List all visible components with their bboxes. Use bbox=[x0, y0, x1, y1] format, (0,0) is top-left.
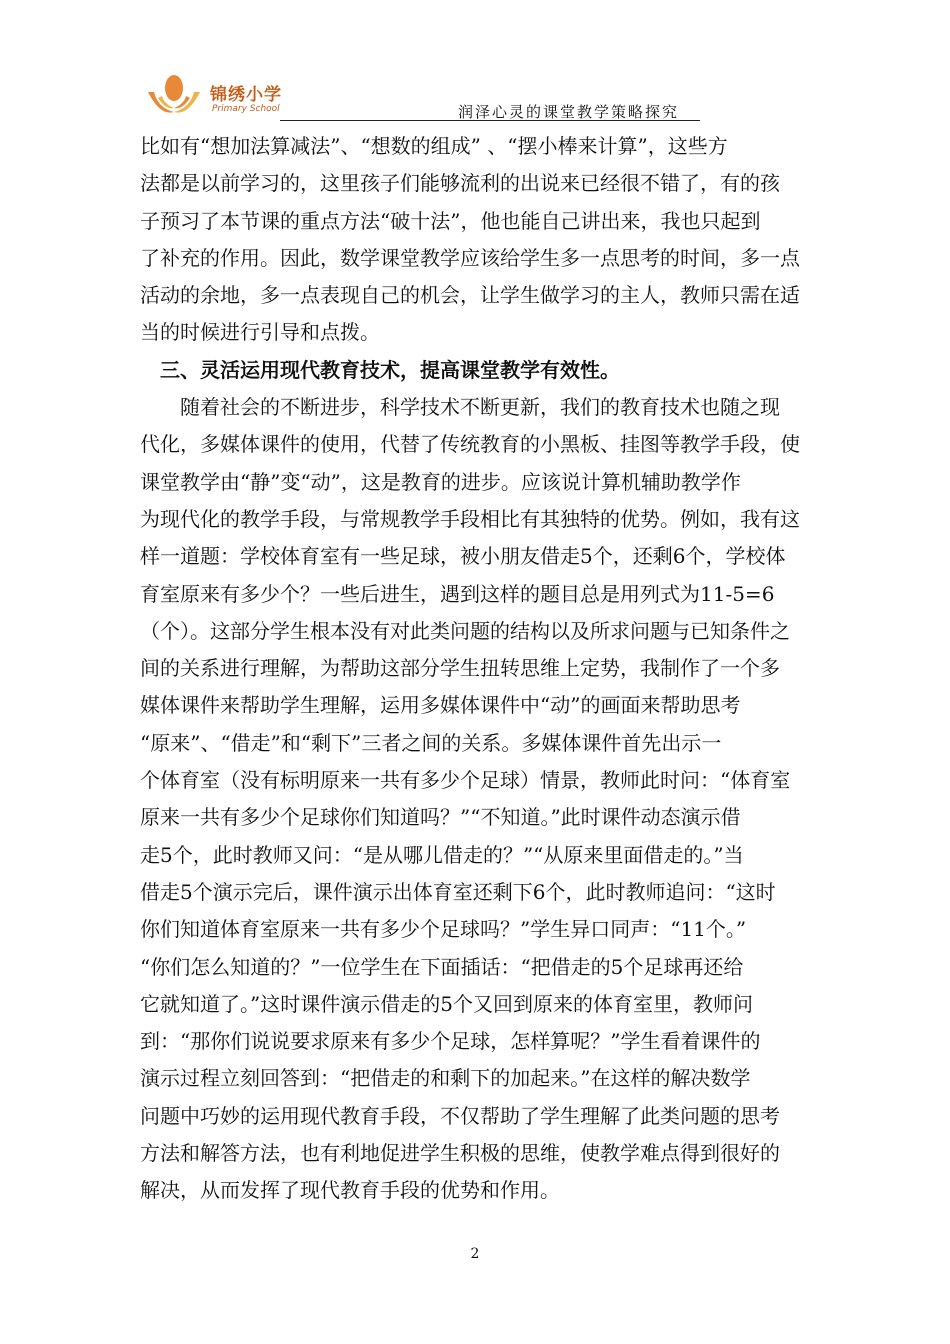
text-line: 随着社会的不断进步，科学技术不断更新，我们的教育技术也随之现 bbox=[140, 395, 780, 420]
page-number: 2 bbox=[470, 1246, 480, 1262]
text-line: （个）。这部分学生根本没有对此类问题的结构以及所求问题与已知条件之 bbox=[140, 618, 790, 643]
text-line: 育室原来有多少个？一些后进生，遇到这样的题目总是用列式为11-5=6 bbox=[140, 581, 775, 606]
text-line: 为现代化的教学手段，与常规教学手段相比有其独特的优势。例如，我有这 bbox=[140, 506, 800, 531]
text-line: 走5个，此时教师又问：“是从哪儿借走的？”“从原来里面借走的。”当 bbox=[140, 842, 744, 867]
text-line: 借走5个演示完后，课件演示出体育室还剩下6个，此时教师追问：“这时 bbox=[140, 879, 776, 904]
text-line: 样一道题：学校体育室有一些足球，被小朋友借走5个，还剩6个，学校体 bbox=[140, 544, 786, 569]
text-line: 你们知道体育室原来一共有多少个足球吗？”学生异口同声：“11个。” bbox=[140, 917, 747, 942]
text-line: 原来一共有多少个足球你们知道吗？”“不知道。”此时课件动态演示借 bbox=[140, 805, 741, 830]
school-logo-icon bbox=[140, 68, 210, 122]
text-line: 演示过程立刻回答到：“把借走的和剩下的加起来。”在这样的解决数学 bbox=[140, 1066, 751, 1091]
text-line: 它就知道了。”这时课件演示借走的5个又回到原来的体育室里，教师问 bbox=[140, 991, 753, 1016]
text-line: 活动的余地，多一点表现自己的机会，让学生做学习的主人，教师只需在适 bbox=[140, 283, 800, 308]
header-rule bbox=[280, 120, 700, 121]
text-line: 比如有“想加法算减法”、“想数的组成” 、“摆小棒来计算”，这些方 bbox=[140, 134, 728, 158]
text-line: 到：“那你们说说要求原来有多少个足球，怎样算呢？”学生看着课件的 bbox=[140, 1029, 761, 1054]
text-line: 媒体课件来帮助学生理解，运用多媒体课件中“动”的画面来帮助思考 bbox=[140, 693, 741, 718]
section-heading: 三、灵活运用现代教育技术，提高课堂教学有效性。 bbox=[140, 357, 620, 382]
body-text bbox=[140, 128, 845, 1210]
text-line: 解决，从而发挥了现代教育手段的优势和作用。 bbox=[140, 1178, 560, 1203]
header-title: 润泽心灵的课堂教学策略探究 bbox=[458, 103, 680, 121]
school-name: 锦绣小学 bbox=[210, 85, 282, 105]
text-line: 课堂教学由“静”变“动”，这是教育的进步。应该说计算机辅助教学作 bbox=[140, 469, 741, 494]
page-header bbox=[140, 68, 700, 128]
text-line: “原来”、“借走”和“剩下”三者之间的关系。多媒体课件首先出示一 bbox=[140, 730, 722, 755]
text-line: 法都是以前学习的，这里孩子们能够流利的出说来已经很不错了，有的孩 bbox=[140, 171, 780, 196]
text-line: 代化，多媒体课件的使用，代替了传统教育的小黑板、挂图等教学手段，使 bbox=[140, 432, 800, 457]
text-line: 子预习了本节课的重点方法“破十法”，他也能自己讲出来，我也只起到 bbox=[140, 208, 761, 233]
text-line: 方法和解答方法，也有利地促进学生积极的思维，使教学难点得到很好的 bbox=[140, 1141, 780, 1166]
school-name-english: Primary School bbox=[212, 104, 280, 114]
text-line: 问题中巧妙的运用现代教育手段，不仅帮助了学生理解了此类问题的思考 bbox=[140, 1103, 780, 1128]
text-line: 间的关系进行理解，为帮助这部分学生扭转思维上定势，我制作了一个多 bbox=[140, 656, 780, 681]
text-line: 个体育室（没有标明原来一共有多少个足球）情景，教师此时问：“体育室 bbox=[140, 768, 791, 793]
text-line: 当的时候进行引导和点拨。 bbox=[140, 320, 380, 345]
text-line: 了补充的作用。因此，数学课堂教学应该给学生多一点思考的时间，多一点 bbox=[140, 245, 800, 270]
text-line: “你们怎么知道的？”一位学生在下面插话：“把借走的5个足球再还给 bbox=[140, 954, 744, 979]
